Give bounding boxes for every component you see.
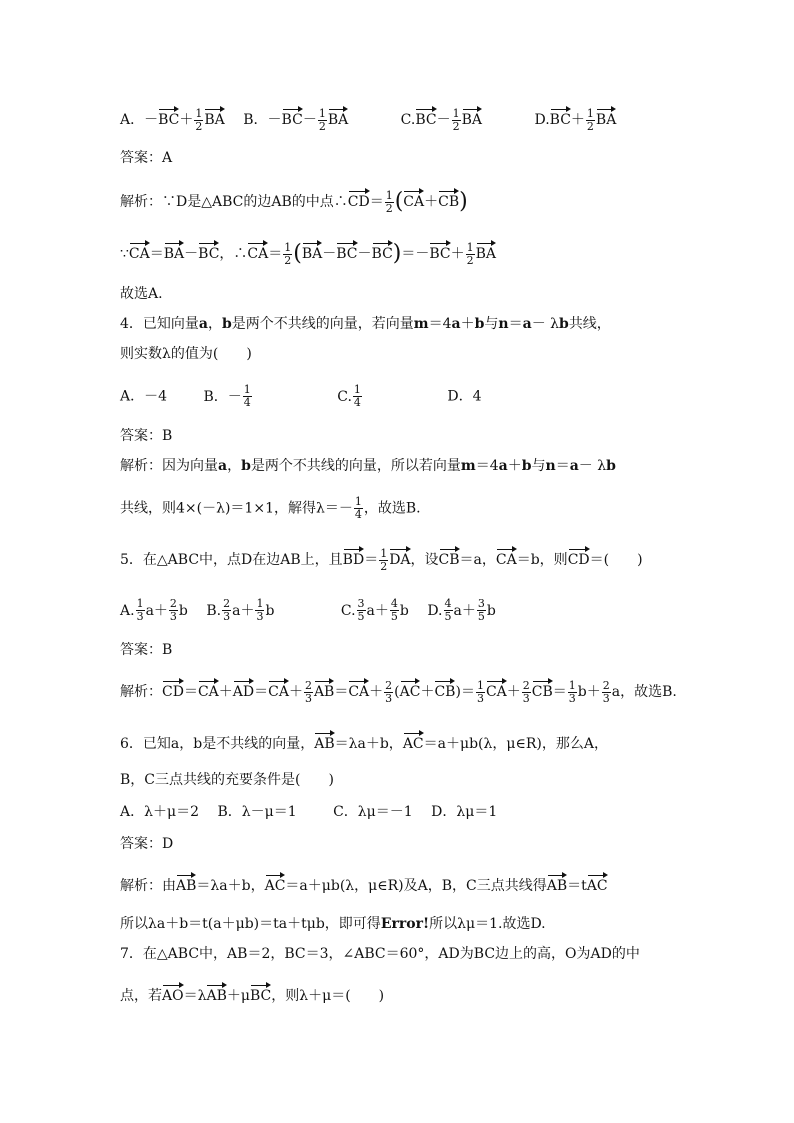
q4-option-c: C. $\frac{1}{4}$ [337,383,361,409]
q4-explanation-line1: 解析：因为向量a，b是两个不共线的向量，所以若向量m＝4a＋b与n＝a－ λb [120,458,616,474]
q3-conclusion: 故选A. [120,286,163,302]
q6-explanation-line1: 解析：由AB＝λa＋b，AC＝a＋μb(λ，μ∈R)及A，B，C三点共线得AB＝tAC [120,872,608,896]
q6-option-b: B．λ－μ＝1 [217,804,297,820]
q5-options [120,598,496,623]
q3-explanation-line2: ∵CA＝BA－BC，∴CA＝ $\frac{1}{2}$ (BA－BC－BC)＝－BC＋ $\frac{1}{2}$ BA [120,240,497,267]
q4-option-d: D．4 [447,388,482,405]
q4-option-a: A．－4 [120,388,168,405]
q6-option-d: D．λμ＝1 [431,804,498,820]
q6-option-c: C．λμ＝－1 [333,804,413,820]
q6-explanation-line2: 所以λa＋b＝t(a＋μb)＝ta＋tμb，即可得Error!所以λμ＝1.故选D. [120,916,546,932]
q3-options [120,106,616,133]
q6-stem-line1: 6．已知a，b是不共线的向量，AB＝λa＋b，AC＝a＋μb(λ，μ∈R)，那么A， [120,730,608,754]
q5-option-d: D. $\frac{4}{5}$ a＋ $\frac{3}{5}$ b [427,597,496,623]
q3-answer: 答案：A [120,150,173,166]
q4-options [120,384,482,409]
q6-answer: 答案：D [120,836,174,852]
q4-explanation-line2: 共线，则4×(－λ)＝1×1，解得λ＝－ $\frac{1}{4}$ ，故选B. [120,495,421,521]
q6-option-a: A．λ＋μ＝2 [120,804,199,820]
q5-option-c: C. $\frac{3}{5}$ a＋ $\frac{4}{5}$ b [340,597,409,623]
q3-option-a: A．－BC＋ $\frac{1}{2}$ BA [120,106,225,133]
q6-stem-line2: B，C三点共线的充要条件是( ) [120,772,334,788]
q5-explanation: 解析：CD＝CA＋AD＝CA＋ $\frac{2}{3}$ AB＝CA＋ $\frac{2}{3}$ (AC＋CB)＝ $\frac{1}{3}$ CA＋ $\frac{2}{3}$ CB＝ $\frac{1}{3}$ b＋ $\frac{2}{3}$ a，故选B. [120,678,677,705]
q4-stem-line1: 4．已知向量a，b是两个不共线的向量，若向量m＝4a＋b与n＝a－ λb共线， [120,316,611,332]
q3-option-d: D.BC＋ $\frac{1}{2}$ BA [534,106,617,133]
q3-explanation-line1: 解析：∵D是△ABC的边AB的中点∴CD＝ $\frac{1}{2}$ (CA＋CB) [120,188,468,215]
q6-options [120,802,497,822]
q5-option-a: A. $\frac{1}{3}$ a＋ $\frac{2}{3}$ b [120,597,188,623]
q5-option-b: B. $\frac{2}{3}$ a＋ $\frac{1}{3}$ b [206,597,275,623]
q5-stem: 5．在△ABC中，点D在边AB上，且BD＝ $\frac{1}{2}$ DA，设CB＝a，CA＝b，则CD＝( ) [120,546,643,573]
q3-option-c: C.BC－ $\frac{1}{2}$ BA [400,106,483,133]
q7-stem-line1: 7．在△ABC中，AB＝2，BC＝3，∠ABC＝60°，AD为BC边上的高，O为AD的中 [120,946,640,962]
q4-stem-line2: 则实数λ的值为( ) [120,346,252,362]
q5-answer: 答案：B [120,642,173,658]
q4-answer: 答案：B [120,428,173,444]
q3-option-b: B．－BC－ $\frac{1}{2}$ BA [243,106,349,133]
q7-stem-line2: 点，若AO＝λAB＋μBC，则λ＋μ＝( ) [120,982,384,1006]
q4-option-b: B．－ $\frac{1}{4}$ [203,383,251,409]
